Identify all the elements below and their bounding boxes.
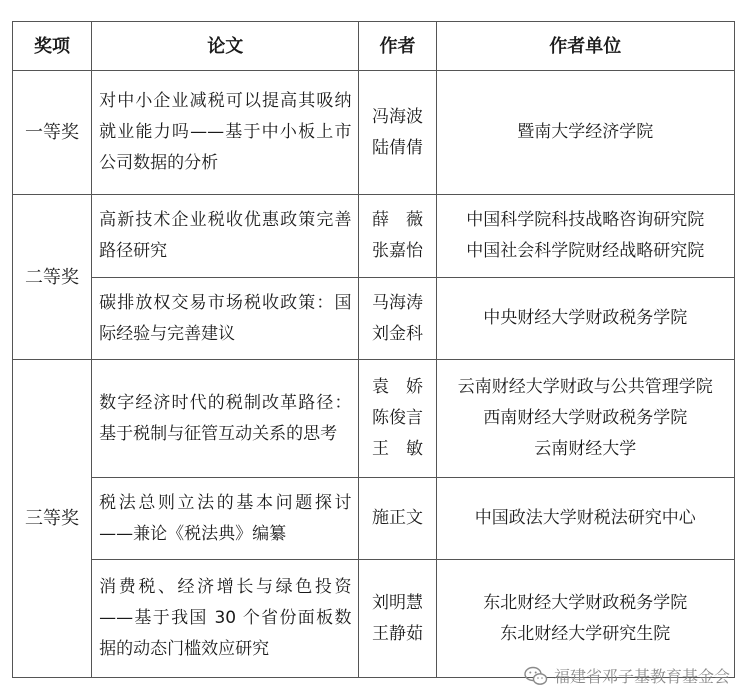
watermark [524,664,730,687]
table-row [13,278,735,360]
author-name: 袁 娇 [372,377,424,397]
author-unit: 中央财经大学财政税务学院 [483,308,688,328]
paper-title: 对中小企业减税可以提高其吸纳就业能力吗——基于中小板上市公司数据的分析 [92,71,359,195]
authors-cell [359,71,436,195]
authors-cell [359,478,436,560]
author-name: 刘明慧 [372,592,424,613]
wechat-icon [524,666,548,686]
authors-cell [359,360,436,478]
author-unit: 云南财经大学财政与公共管理学院 [457,377,713,397]
unit-cell [436,360,734,478]
award-level: 三等奖 [13,360,92,678]
header-unit: 作者单位 [436,22,734,71]
author-name: 王静茹 [372,623,424,644]
header-paper: 论文 [92,22,359,71]
author-unit: 东北财经大学研究生院 [500,623,671,644]
unit-cell [436,278,734,360]
author-name: 马海涛 [372,292,424,313]
authors-cell [359,195,436,278]
award-level: 二等奖 [13,195,92,360]
table-row [13,71,735,195]
authors-cell [359,278,436,360]
author-name: 陈俊言 [372,408,424,428]
paper-title: 税法总则立法的基本问题探讨——兼论《税法典》编纂 [92,478,359,560]
authors-cell [359,560,436,678]
author-name: 施正文 [372,508,424,528]
author-unit: 云南财经大学 [534,439,637,459]
award-level: 一等奖 [13,71,92,195]
header-author: 作者 [359,22,436,71]
table-row [13,560,735,678]
table-row [13,195,735,278]
author-unit: 西南财经大学财政税务学院 [483,408,688,428]
header-award: 奖项 [13,22,92,71]
author-name: 冯海波 [372,106,424,127]
paper-title: 数字经济时代的税制改革路径：基于税制与征管互动关系的思考 [92,360,359,478]
unit-cell [436,71,734,195]
paper-title: 消费税、经济增长与绿色投资——基于我国 30 个省份面板数据的动态门槛效应研究 [92,560,359,678]
author-unit: 中国科学院科技战略咨询研究院 [466,210,705,230]
table-row [13,478,735,560]
author-unit: 中国政法大学财税法研究中心 [474,508,696,528]
author-name: 薛 薇 [372,210,424,230]
paper-title: 高新技术企业税收优惠政策完善路径研究 [92,195,359,278]
watermark-text: 福建省邓子基教育基金会 [553,667,730,686]
author-name: 王 敏 [372,439,424,459]
author-name: 张嘉怡 [372,241,424,261]
author-name: 陆倩倩 [372,137,424,158]
author-unit: 东北财经大学财政税务学院 [483,592,688,613]
table-row [13,360,735,478]
unit-cell [436,560,734,678]
header-row [13,22,735,71]
unit-cell [436,195,734,278]
author-unit: 中国社会科学院财经战略研究院 [466,241,705,261]
awards-table [12,21,735,678]
author-unit: 暨南大学经济学院 [517,122,654,142]
paper-title: 碳排放权交易市场税收政策：国际经验与完善建议 [92,278,359,360]
author-name: 刘金科 [372,323,424,344]
unit-cell [436,478,734,560]
